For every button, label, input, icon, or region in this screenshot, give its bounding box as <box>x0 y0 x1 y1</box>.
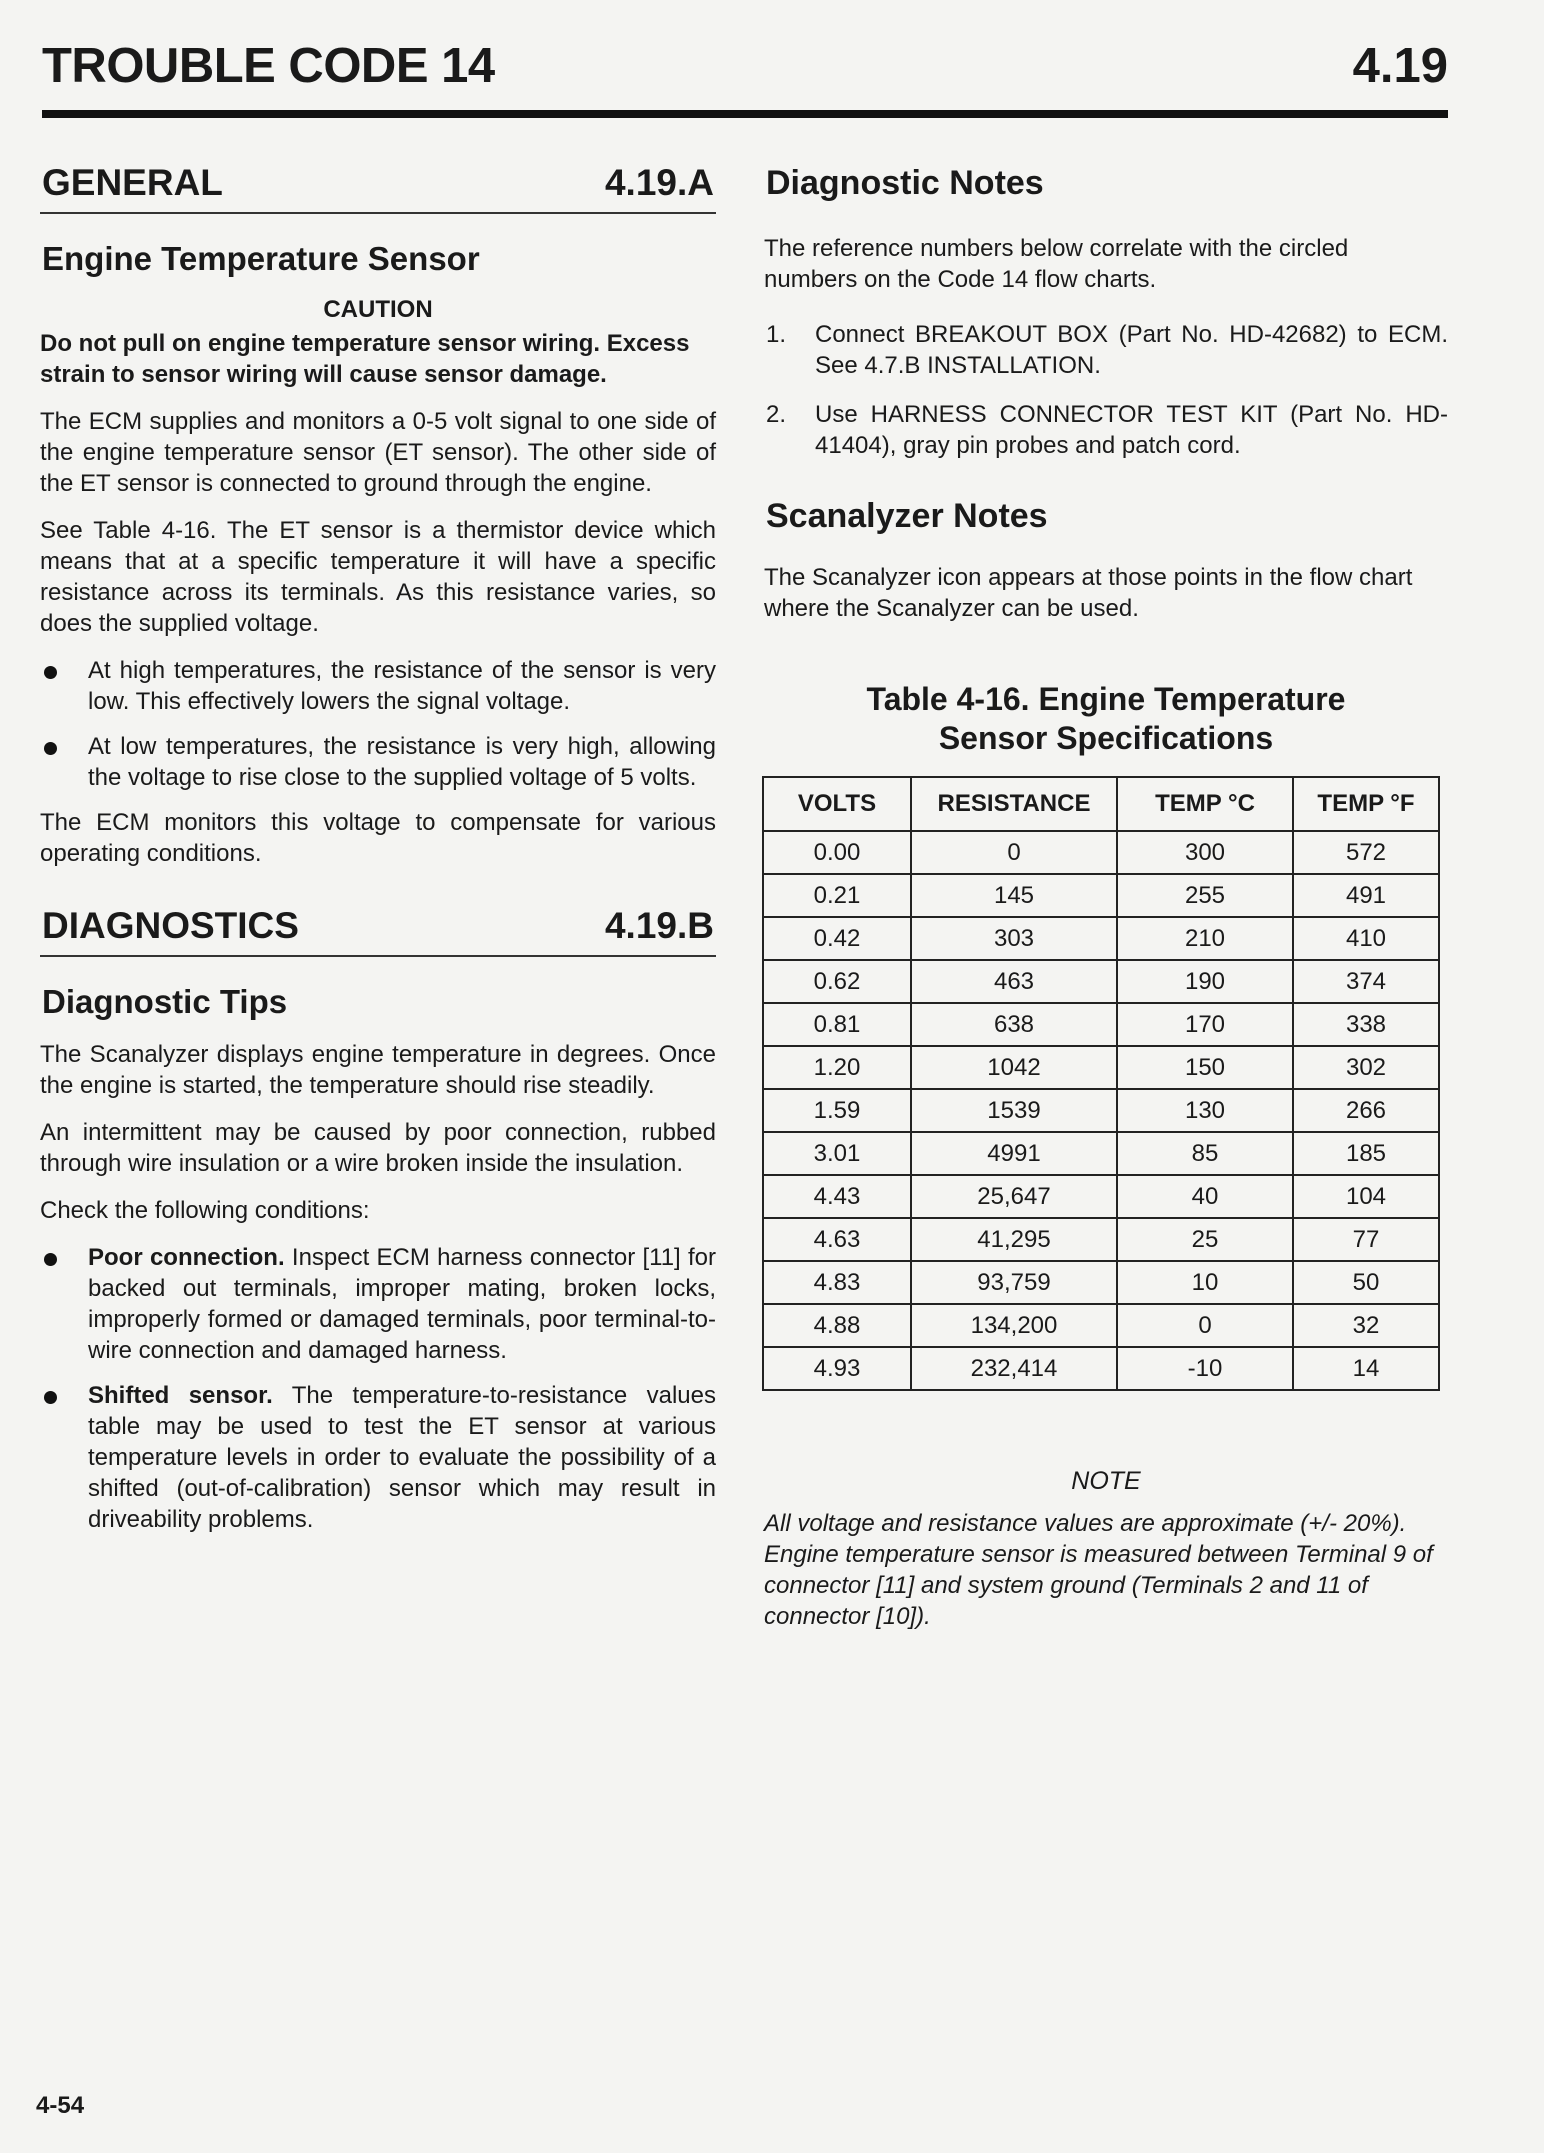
bullet-lead: Poor connection. <box>88 1244 285 1271</box>
general-number: 4.19.A <box>604 162 714 203</box>
scanalyzer-notes-heading: Scanalyzer Notes <box>766 497 1048 535</box>
table-title <box>764 680 1448 758</box>
table-cell: 10 <box>1117 1261 1293 1304</box>
diagnostics-title: DIAGNOSTICS <box>42 905 299 946</box>
general-heading <box>40 160 716 214</box>
table-cell: 32 <box>1293 1304 1439 1347</box>
page-header <box>42 38 1448 98</box>
table-cell: 210 <box>1117 917 1293 960</box>
section-number: 4.19 <box>1352 39 1448 93</box>
numbered-item <box>764 319 1448 381</box>
bullet-dot-icon <box>44 1391 57 1404</box>
table-body <box>763 831 1439 1390</box>
table-cell: 255 <box>1117 874 1293 917</box>
diagnostics-paragraph: Check the following conditions: <box>40 1197 370 1224</box>
diagnostics-paragraph: The Scanalyzer displays engine temperature in degrees. Once the engine is started, the temperature should rise steadily. <box>40 1041 716 1099</box>
table-cell: -10 <box>1117 1347 1293 1390</box>
table-cell: 1539 <box>911 1089 1117 1132</box>
table-cell: 491 <box>1293 874 1439 917</box>
bullet-item <box>40 1242 716 1366</box>
table-row <box>763 1304 1439 1347</box>
diagnostic-notes-intro: The reference numbers below correlate with the circled numbers on the Code 14 flow charts. <box>764 235 1349 293</box>
table-cell: 1.59 <box>763 1089 911 1132</box>
diagnostics-paragraph: An intermittent may be caused by poor connection, rubbed through wire insulation or a wire broken inside the insulation. <box>40 1119 716 1177</box>
table-row <box>763 874 1439 917</box>
table-row <box>763 1089 1439 1132</box>
table-cell: 303 <box>911 917 1117 960</box>
bullet-dot-icon <box>44 1253 57 1266</box>
table-cell: 410 <box>1293 917 1439 960</box>
table-cell: 4.88 <box>763 1304 911 1347</box>
table-cell: 130 <box>1117 1089 1293 1132</box>
table-cell: 40 <box>1117 1175 1293 1218</box>
table-cell: 170 <box>1117 1003 1293 1046</box>
right-column <box>764 160 1448 1632</box>
scanalyzer-notes-text: The Scanalyzer icon appears at those points in the flow chart where the Scanalyzer can be used. <box>764 564 1413 622</box>
diagnostics-heading <box>40 903 716 957</box>
item-number: 2. <box>766 401 787 428</box>
general-paragraph: The ECM supplies and monitors a 0-5 volt signal to one side of the engine temperature sensor (ET sensor). The other side of the ET sensor is connected to ground through the engine. <box>40 408 716 497</box>
column-header: RESISTANCE <box>911 777 1117 831</box>
table-cell: 93,759 <box>911 1261 1117 1304</box>
bullet-dot-icon <box>44 742 57 755</box>
sensor-spec-table <box>762 776 1440 1391</box>
table-cell: 25 <box>1117 1218 1293 1261</box>
table-cell: 0.81 <box>763 1003 911 1046</box>
table-cell: 150 <box>1117 1046 1293 1089</box>
column-header: VOLTS <box>763 777 911 831</box>
table-cell: 25,647 <box>911 1175 1117 1218</box>
table-title-line: Table 4-16. Engine Temperature <box>866 681 1346 717</box>
table-cell: 190 <box>1117 960 1293 1003</box>
table-row <box>763 1046 1439 1089</box>
table-cell: 1042 <box>911 1046 1117 1089</box>
table-cell: 4.83 <box>763 1261 911 1304</box>
diagnostics-number: 4.19.B <box>604 905 714 946</box>
item-text: Use HARNESS CONNECTOR TEST KIT (Part No. HD-41404), gray pin probes and patch cord. <box>815 401 1448 459</box>
table-cell: 0.21 <box>763 874 911 917</box>
table-cell: 0.42 <box>763 917 911 960</box>
diagnostic-notes-heading: Diagnostic Notes <box>766 164 1044 202</box>
left-column <box>40 160 716 1549</box>
table-cell: 145 <box>911 874 1117 917</box>
table-header-row <box>763 777 1439 831</box>
table-cell: 134,200 <box>911 1304 1117 1347</box>
table-cell: 4.63 <box>763 1218 911 1261</box>
bullet-text: The temperature-to-resistance values table may be used to test the ET sensor at various temperature levels in order to evaluate the possibility of a shifted (out-of-calibration) sensor which may result in driveability problems. <box>88 1382 716 1533</box>
engine-temp-sensor-subheading: Engine Temperature Sensor <box>42 240 480 277</box>
table-cell: 185 <box>1293 1132 1439 1175</box>
table-cell: 338 <box>1293 1003 1439 1046</box>
table-cell: 266 <box>1293 1089 1439 1132</box>
numbered-item <box>764 399 1448 461</box>
table-row <box>763 960 1439 1003</box>
table-cell: 638 <box>911 1003 1117 1046</box>
table-row <box>763 1003 1439 1046</box>
item-text: Connect BREAKOUT BOX (Part No. HD-42682) to ECM. See 4.7.B INSTALLATION. <box>815 321 1448 379</box>
general-paragraph: The ECM monitors this voltage to compensate for various operating conditions. <box>40 809 716 867</box>
table-row <box>763 831 1439 874</box>
caution-title: CAUTION <box>323 296 433 323</box>
table-cell: 4.93 <box>763 1347 911 1390</box>
bullet-dot-icon <box>44 666 57 679</box>
table-row <box>763 1218 1439 1261</box>
table-cell: 77 <box>1293 1218 1439 1261</box>
table-cell: 0.00 <box>763 831 911 874</box>
table-row <box>763 1261 1439 1304</box>
note-text: All voltage and resistance values are approximate (+/- 20%). Engine temperature sensor is measured between Terminal 9 of connector [11] and system ground (Terminals 2 and 11 of connector [10]). <box>764 1510 1433 1630</box>
bullet-text: At low temperatures, the resistance is very high, allowing the voltage to rise close to the supplied voltage of 5 volts. <box>88 733 716 791</box>
table-cell: 0 <box>911 831 1117 874</box>
table-cell: 4991 <box>911 1132 1117 1175</box>
bullet-item <box>40 1380 716 1535</box>
table-cell: 0.62 <box>763 960 911 1003</box>
table-row <box>763 1132 1439 1175</box>
table-cell: 0 <box>1117 1304 1293 1347</box>
table-cell: 374 <box>1293 960 1439 1003</box>
column-header: TEMP °C <box>1117 777 1293 831</box>
table-row <box>763 917 1439 960</box>
table-cell: 41,295 <box>911 1218 1117 1261</box>
table-cell: 302 <box>1293 1046 1439 1089</box>
note-title: NOTE <box>1071 1467 1141 1495</box>
table-cell: 50 <box>1293 1261 1439 1304</box>
page-title: TROUBLE CODE 14 <box>42 39 495 93</box>
table-cell: 4.43 <box>763 1175 911 1218</box>
table-cell: 1.20 <box>763 1046 911 1089</box>
table-cell: 104 <box>1293 1175 1439 1218</box>
bullet-lead: Shifted sensor. <box>88 1382 273 1409</box>
table-cell: 300 <box>1117 831 1293 874</box>
bullet-text: Inspect ECM harness connector [11] for backed out terminals, improper mating, broken locks, improperly formed or damaged terminals, poor terminal-to-wire connection and damaged harness. <box>88 1244 716 1364</box>
diagnostic-tips-subheading: Diagnostic Tips <box>42 983 288 1020</box>
bullet-text: At high temperatures, the resistance of the sensor is very low. This effectively lowers the signal voltage. <box>88 657 716 715</box>
general-title: GENERAL <box>42 162 223 203</box>
table-row <box>763 1175 1439 1218</box>
caution-text: Do not pull on engine temperature sensor wiring. Excess strain to sensor wiring will cause sensor damage. <box>40 330 690 388</box>
general-paragraph: See Table 4-16. The ET sensor is a thermistor device which means that at a specific temperature it will have a specific resistance across its terminals. As this resistance varies, so does the supplied voltage. <box>40 517 716 637</box>
header-rule <box>42 110 1448 118</box>
table-row <box>763 1347 1439 1390</box>
table-cell: 463 <box>911 960 1117 1003</box>
column-header: TEMP °F <box>1293 777 1439 831</box>
table-cell: 14 <box>1293 1347 1439 1390</box>
item-number: 1. <box>766 321 787 348</box>
page-footer-number: 4-54 <box>36 2092 85 2119</box>
table-cell: 85 <box>1117 1132 1293 1175</box>
table-cell: 3.01 <box>763 1132 911 1175</box>
table-cell: 232,414 <box>911 1347 1117 1390</box>
table-cell: 572 <box>1293 831 1439 874</box>
table-title-line: Sensor Specifications <box>938 720 1274 756</box>
bullet-item <box>40 655 716 717</box>
bullet-item <box>40 731 716 793</box>
